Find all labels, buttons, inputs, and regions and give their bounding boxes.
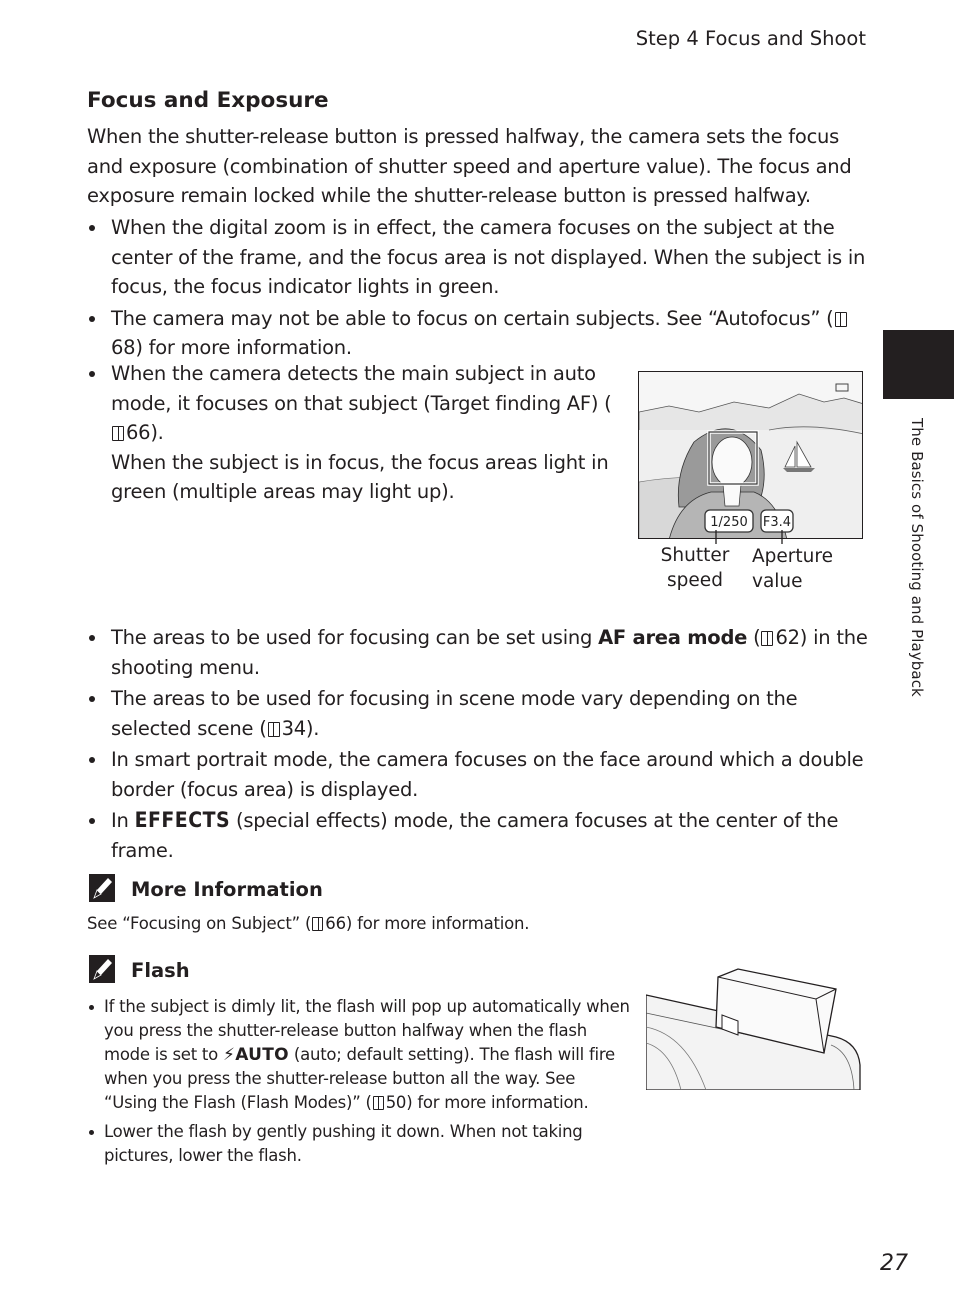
caption-aperture-value: Aperture value: [752, 546, 833, 592]
book-reference-icon: [835, 312, 847, 327]
book-reference-icon: [761, 631, 773, 646]
list-item: In smart portrait mode, the camera focuses on the face around which a double border (focus area) is displayed.: [87, 745, 877, 804]
continuation-text: When the subject is in focus, the focus areas light in green (multiple areas may light up).: [111, 450, 609, 503]
caption-shutter-speed: Shutter speed: [660, 545, 730, 591]
bullet-list-target-finding: [87, 359, 617, 509]
book-reference-icon: [312, 917, 323, 931]
effects-mode-icon: EFFECTS: [134, 808, 231, 832]
list-item: If the subject is dimly lit, the flash will pop up automatically when you press the shutter-release button halfway when the flash mode is set to ⚡AUTO (auto; default setting). The flash will fire when you press the shutter-release button all the way. See “Using the Flash (Flash Modes)” ( 50) for more information.: [87, 995, 632, 1115]
shutter-speed-value: 1/250: [710, 515, 748, 530]
running-head: Step 4 Focus and Shoot: [635, 27, 866, 50]
af-area-mode-label: AF area mode: [598, 626, 748, 649]
flash-popup-illustration: [646, 965, 861, 1090]
note-more-information-text: See “Focusing on Subject” ( 66) for more information.: [87, 914, 530, 933]
list-item: When the camera detects the main subject in auto mode, it focuses on that subject (Target finding AF) (66). When the subject is in focus, the focus areas light in green (multiple areas may light up).: [87, 359, 617, 507]
list-item: The areas to be used for focusing can be set using AF area mode ( 62) in the shooting menu.: [87, 623, 877, 682]
book-reference-icon: [112, 426, 124, 441]
pencil-note-icon: [89, 874, 115, 902]
page-number: 27: [880, 1251, 908, 1276]
camera-screen-illustration: [638, 371, 863, 539]
chapter-tab: [883, 330, 954, 399]
intro-paragraph: When the shutter-release button is pressed halfway, the camera sets the focus and exposure (combination of shutter speed and aperture value). The focus and exposure remain locked while the shutter-release button is pressed halfway.: [87, 125, 852, 207]
pencil-note-icon: [89, 955, 115, 983]
note-flash-title: Flash: [131, 959, 190, 982]
bullet-list-bottom: [87, 623, 877, 867]
chapter-side-label: The Basics of Shooting and Playback: [908, 418, 926, 697]
list-item: When the digital zoom is in effect, the camera focuses on the subject at the center of the frame, and the focus area is not displayed. When the subject is in focus, the focus indicator lights in green.: [87, 213, 877, 302]
book-reference-icon: [268, 722, 280, 737]
bullet-list-top: [87, 213, 877, 365]
list-item: The areas to be used for focusing in scene mode vary depending on the selected scene ( 34).: [87, 684, 877, 743]
note-more-information-title: More Information: [131, 878, 323, 901]
flash-auto-icon: ⚡AUTO: [223, 1045, 289, 1065]
section-title: Focus and Exposure: [87, 88, 329, 113]
list-item: In EFFECTS (special effects) mode, the camera focuses at the center of the frame.: [87, 806, 877, 865]
book-reference-icon: [373, 1096, 384, 1110]
camera-screen-scene: [639, 372, 863, 539]
list-item: The camera may not be able to focus on certain subjects. See “Autofocus” (68) for more information.: [87, 304, 877, 363]
aperture-value: F3.4: [762, 515, 792, 530]
flash-bullet-list: [87, 995, 632, 1173]
list-item: Lower the flash by gently pushing it down. When not taking pictures, lower the flash.: [87, 1120, 632, 1168]
